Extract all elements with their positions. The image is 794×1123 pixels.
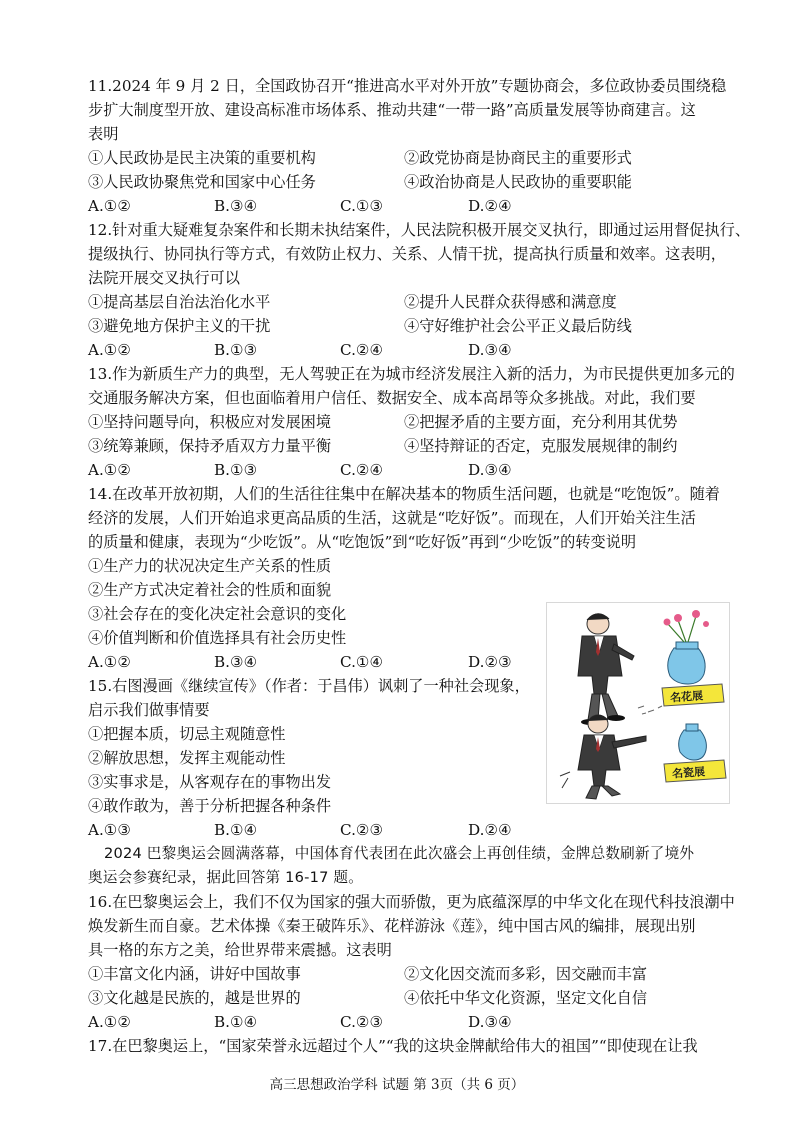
q15-answer-d: D.②④ [468,821,512,839]
q13-option-1: ①坚持问题导向，积极应对发展困境 [88,413,331,431]
q11-option-2: ②政党协商是协商民主的重要形式 [404,149,632,167]
q13-option-3: ③统筹兼顾，保持矛盾双方力量平衡 [88,437,331,455]
q15-answer-c: C.②③ [340,821,384,839]
q15-option-1: ①把握本质，切忌主观随意性 [88,725,286,743]
q14-stem-line-3: 的质量和健康，表现为“少吃饭”。从“吃饱饭”到“吃好饭”再到“少吃饭”的转变说明 [88,533,637,551]
q13-answer-a: A.①② [88,461,132,479]
bottom-sign-text: 名瓷展 [671,765,706,781]
q16-answer-b: B.①④ [214,1013,258,1031]
q13-stem-line-1: 13.作为新质生产力的典型，无人驾驶正在为城市经济发展注入新的活力，为市民提供更加多元的 [88,365,735,383]
q12-option-1: ①提高基层自治法治化水平 [88,293,271,311]
q16-stem-line-1: 16.在巴黎奥运会上，我们不仅为国家的强大而骄傲，更为底蕴深厚的中华文化在现代科技浪潮中 [88,893,735,911]
q14-stem-line-2: 经济的发展，人们开始追求更高品质的生活，这就是“吃好饭”。而现在，人们开始关注生活 [88,509,696,527]
q16-stem-line-3: 具一格的东方之美，给世界带来震撼。这表明 [88,941,392,959]
q16-option-4: ④依托中华文化资源，坚定文化自信 [404,989,647,1007]
q12-answer-d: D.③④ [468,341,512,359]
q16-stem-line-2: 焕发新生而自豪。艺术体操《秦王破阵乐》、花样游泳《莲》，纯中国古风的编排，展现出别 [88,917,696,935]
q16-option-2: ②文化因交流而多彩，因交融而丰富 [404,965,647,983]
q11-stem-line-1: 11.2024 年 9 月 2 日，全国政协召开“推进高水平对外开放”专题协商会，多位政协委员围绕稳 [88,77,727,95]
q11-option-4: ④政治协商是人民政协的重要职能 [404,173,632,191]
q14-option-3: ③社会存在的变化决定社会意识的变化 [88,605,347,623]
q13-answer-c: C.②④ [340,461,384,479]
q12-option-2: ②提升人民群众获得感和满意度 [404,293,617,311]
q13-answer-d: D.③④ [468,461,512,479]
q16-option-3: ③文化越是民族的，越是世界的 [88,989,301,1007]
q14-option-4: ④价值判断和价值选择具有社会历史性 [88,629,347,647]
q15-option-4: ④敢作敢为，善于分析把握各种条件 [88,797,331,815]
q17-stem-line-1: 17.在巴黎奥运上，“国家荣誉永远超过个人”“我的这块金牌献给伟大的祖国”“即使现在让我 [88,1037,698,1055]
q15-stem-line-1: 15.右图漫画《继续宣传》（作者：于昌伟）讽刺了一种社会现象， [88,677,530,695]
q14-answer-a: A.①② [88,653,132,671]
page-footer: 高三思想政治学科 试题 第 3页（共 6 页） [269,1077,525,1093]
q11-answer-c: C.①③ [340,197,384,215]
q12-option-4: ④守好维护社会公平正义最后防线 [404,317,632,335]
q14-option-2: ②生产方式决定着社会的性质和面貌 [88,581,331,599]
q14-option-1: ①生产力的状况决定生产关系的性质 [88,557,331,575]
cartoon-illustration [546,602,730,804]
q11-option-1: ①人民政协是民主决策的重要机构 [88,149,316,167]
q12-option-3: ③避免地方保护主义的干扰 [88,317,271,335]
q14-answer-b: B.③④ [214,653,258,671]
q12-stem-line-3: 法院开展交叉执行可以 [88,269,240,287]
q15-option-3: ③实事求是，从客观存在的事物出发 [88,773,331,791]
intro-line-2: 奥运会参赛纪录，据此回答第 16-17 题。 [88,869,363,886]
q11-answer-b: B.③④ [214,197,258,215]
q11-answer-a: A.①② [88,197,132,215]
q15-answer-b: B.①④ [214,821,258,839]
q15-option-2: ②解放思想，发挥主观能动性 [88,749,286,767]
q14-stem-line-1: 14.在改革开放初期，人们的生活往往集中在解决基本的物质生活问题，也就是“吃饱饭”。随着 [88,485,720,503]
q13-option-2: ②把握矛盾的主要方面，充分利用其优势 [404,413,678,431]
q16-answer-d: D.③④ [468,1013,512,1031]
q11-option-3: ③人民政协聚焦党和国家中心任务 [88,173,316,191]
q14-answer-c: C.①④ [340,653,384,671]
q14-answer-d: D.②③ [468,653,512,671]
q11-answer-d: D.②④ [468,197,512,215]
q15-answer-a: A.①③ [88,821,132,839]
q12-answer-a: A.①② [88,341,132,359]
top-sign-text: 名花展 [669,689,704,705]
q13-stem-line-2: 交通服务解决方案，但也面临着用户信任、数据安全、成本高昂等众多挑战。对此，我们要 [88,389,696,407]
q16-answer-c: C.②③ [340,1013,384,1031]
q16-answer-a: A.①② [88,1013,132,1031]
q13-answer-b: B.①③ [214,461,258,479]
q11-stem-line-3: 表明 [88,125,119,143]
q16-option-1: ①丰富文化内涵，讲好中国故事 [88,965,301,983]
q12-answer-c: C.②④ [340,341,384,359]
q12-stem-line-1: 12.针对重大疑难复杂案件和长期未执结案件，人民法院积极开展交叉执行，即通过运用督促执行、 [88,221,751,239]
intro-line-1: 2024 巴黎奥运会圆满落幕，中国体育代表团在此次盛会上再创佳绩，金牌总数刷新了境外 [104,845,695,862]
q12-stem-line-2: 提级执行、协同执行等方式，有效防止权力、关系、人情干扰，提高执行质量和效率。这表明， [88,245,726,263]
q12-answer-b: B.①③ [214,341,258,359]
q13-option-4: ④坚持辩证的否定，克服发展规律的制约 [404,437,678,455]
q11-stem-line-2: 步扩大制度型开放、建设高标准市场体系、推动共建“一带一路”高质量发展等协商建言。这 [88,101,696,119]
q15-stem-line-2: 启示我们做事情要 [88,701,210,719]
